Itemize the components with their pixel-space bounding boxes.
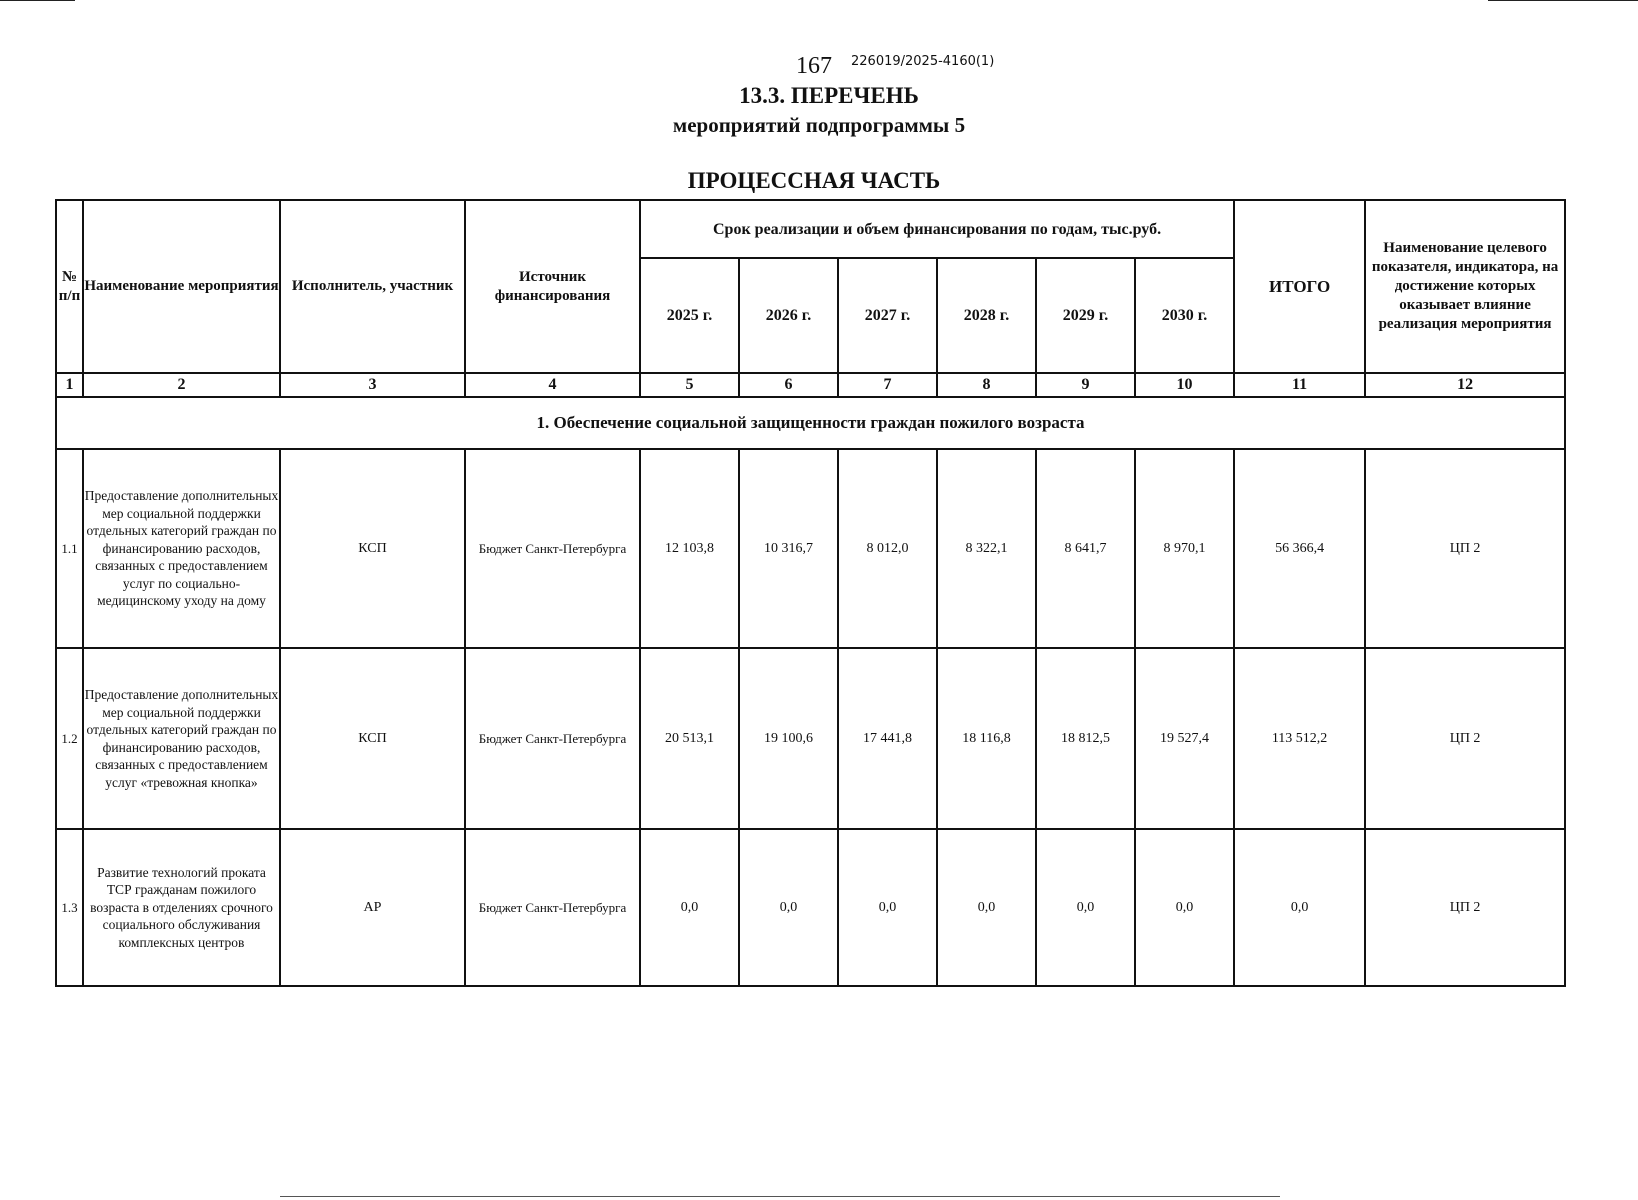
page-number: 167 <box>796 53 832 79</box>
row-total: 113 512,2 <box>1234 648 1365 829</box>
row-source: Бюджет Санкт-Петербурга <box>465 829 640 986</box>
row-executor: КСП <box>280 648 465 829</box>
column-number: 5 <box>640 373 739 397</box>
row-value-2030: 0,0 <box>1135 829 1234 986</box>
column-number: 11 <box>1234 373 1365 397</box>
header-total: ИТОГО <box>1234 200 1365 373</box>
list-title: 13.3. ПЕРЕЧЕНЬ <box>739 83 919 108</box>
header-executor: Исполнитель, участник <box>280 200 465 373</box>
row-indicator: ЦП 2 <box>1365 829 1565 986</box>
row-total: 0,0 <box>1234 829 1365 986</box>
header-source: Источник финансирования <box>465 200 640 373</box>
header-indicator: Наименование целевого показателя, индикатора, на достижение которых оказывает влияние реализация мероприятия <box>1365 200 1565 373</box>
row-indicator: ЦП 2 <box>1365 449 1565 648</box>
row-measure-name: Предоставление дополнительных мер социальной поддержки отдельных категорий граждан по финансированию расходов, связанных с предоставлением услуг по социально-медицинскому уходу на дому <box>83 449 280 648</box>
row-executor: АР <box>280 829 465 986</box>
row-value-2029: 8 641,7 <box>1036 449 1135 648</box>
row-executor: КСП <box>280 449 465 648</box>
row-value-2025: 20 513,1 <box>640 648 739 829</box>
column-number: 8 <box>937 373 1036 397</box>
row-value-2025: 12 103,8 <box>640 449 739 648</box>
row-value-2028: 18 116,8 <box>937 648 1036 829</box>
row-value-2029: 18 812,5 <box>1036 648 1135 829</box>
part-title: ПРОЦЕССНАЯ ЧАСТЬ <box>687 168 941 193</box>
column-number: 3 <box>280 373 465 397</box>
row-value-2026: 19 100,6 <box>739 648 838 829</box>
scan-edge-bottom <box>280 1196 1280 1197</box>
row-num: 1.1 <box>56 449 83 648</box>
scan-edge-top-left <box>0 0 75 1</box>
row-value-2030: 8 970,1 <box>1135 449 1234 648</box>
row-indicator: ЦП 2 <box>1365 648 1565 829</box>
table-row <box>56 449 1565 648</box>
row-value-2028: 8 322,1 <box>937 449 1036 648</box>
row-value-2026: 10 316,7 <box>739 449 838 648</box>
header-year-2026: 2026 г. <box>739 258 838 373</box>
column-number-row <box>56 373 1565 397</box>
header-year-2030: 2030 г. <box>1135 258 1234 373</box>
section-row <box>56 397 1565 449</box>
column-number: 12 <box>1365 373 1565 397</box>
column-number: 1 <box>56 373 83 397</box>
header-year-2027: 2027 г. <box>838 258 937 373</box>
table-row <box>56 829 1565 986</box>
table-row <box>56 648 1565 829</box>
column-number: 6 <box>739 373 838 397</box>
list-subtitle: мероприятий подпрограммы 5 <box>672 113 966 137</box>
column-number: 9 <box>1036 373 1135 397</box>
row-source: Бюджет Санкт-Петербурга <box>465 449 640 648</box>
row-value-2027: 17 441,8 <box>838 648 937 829</box>
scan-edge-top-right <box>1488 0 1638 1</box>
row-value-2028: 0,0 <box>937 829 1036 986</box>
row-value-2029: 0,0 <box>1036 829 1135 986</box>
row-value-2027: 8 012,0 <box>838 449 937 648</box>
column-number: 4 <box>465 373 640 397</box>
section-title: 1. Обеспечение социальной защищенности граждан пожилого возраста <box>56 397 1565 449</box>
row-source: Бюджет Санкт-Петербурга <box>465 648 640 829</box>
row-value-2027: 0,0 <box>838 829 937 986</box>
row-value-2030: 19 527,4 <box>1135 648 1234 829</box>
row-num: 1.3 <box>56 829 83 986</box>
row-value-2026: 0,0 <box>739 829 838 986</box>
header-year-2029: 2029 г. <box>1036 258 1135 373</box>
row-num: 1.2 <box>56 648 83 829</box>
column-number: 10 <box>1135 373 1234 397</box>
header-name: Наименование мероприятия <box>83 200 280 373</box>
document-stamp: 226019/2025-4160(1) <box>851 54 995 69</box>
header-period-group: Срок реализации и объем финансирования по годам, тыс.руб. <box>640 200 1234 258</box>
header-year-2028: 2028 г. <box>937 258 1036 373</box>
header-num: № п/п <box>56 200 83 373</box>
header-year-2025: 2025 г. <box>640 258 739 373</box>
row-measure-name: Развитие технологий проката ТСР гражданам пожилого возраста в отделениях срочного социального обслуживания комплексных центров <box>83 829 280 986</box>
row-total: 56 366,4 <box>1234 449 1365 648</box>
row-measure-name: Предоставление дополнительных мер социальной поддержки отдельных категорий граждан по финансированию расходов, связанных с предоставлением услуг «тревожная кнопка» <box>83 648 280 829</box>
measures-table <box>55 199 1566 987</box>
column-number: 2 <box>83 373 280 397</box>
column-number: 7 <box>838 373 937 397</box>
row-value-2025: 0,0 <box>640 829 739 986</box>
